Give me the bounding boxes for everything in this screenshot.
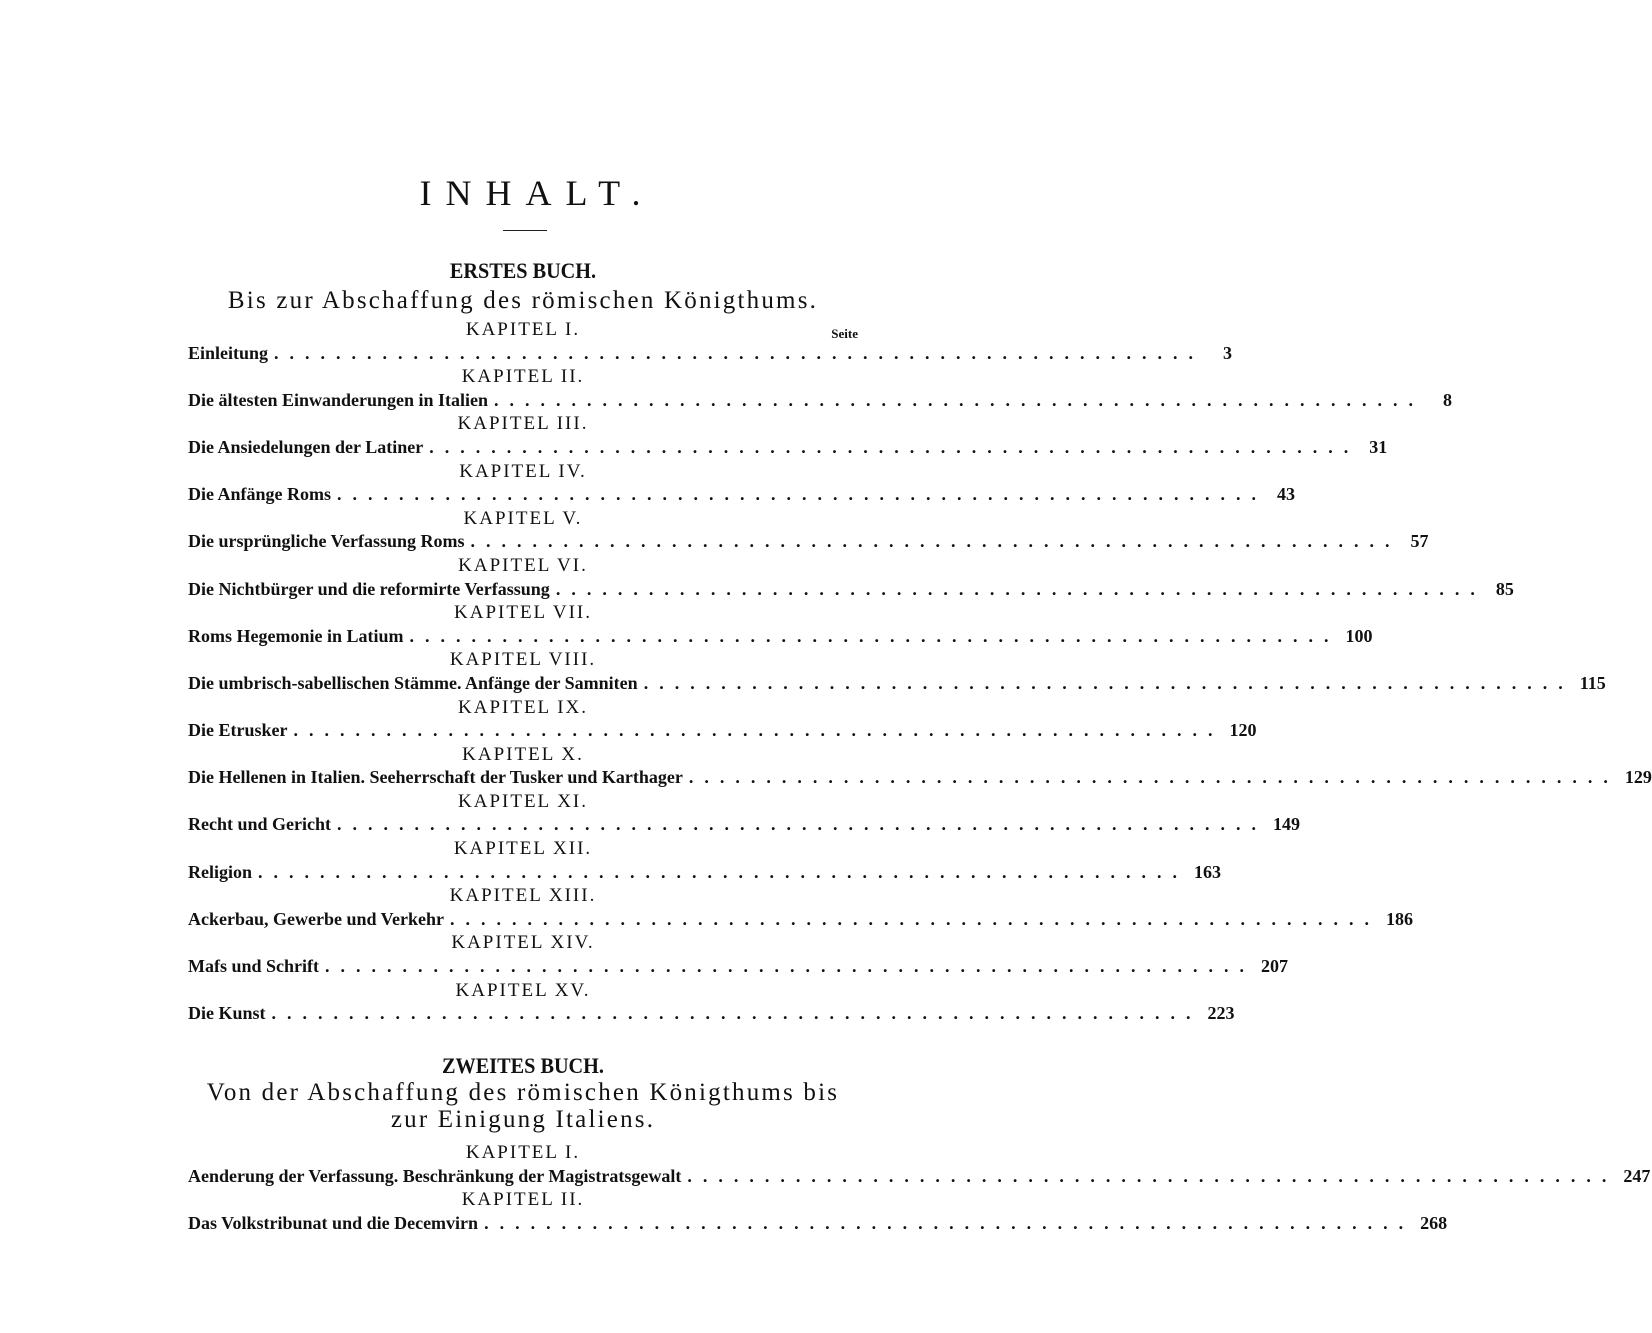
chapter-heading — [188, 790, 858, 814]
book2-subtitle-line1: Von der Abschaffung des römischen Königthums bis — [206, 1079, 840, 1106]
entry-page: 115 — [1579, 672, 1606, 693]
toc-entry[interactable] — [188, 719, 1257, 743]
entry-title: Aenderung der Verfassung. Beschränkung der Magistratsgewalt — [188, 1165, 682, 1186]
book2-heading: ZWEITES BUCH. — [442, 1053, 604, 1078]
entry-title: Einleitung — [188, 342, 269, 363]
entry-title: Die ursprüngliche Verfassung Roms — [188, 531, 465, 552]
page-title: INHALT. — [419, 173, 655, 213]
entry-page: 207 — [1261, 956, 1289, 977]
chapter-number: KAPITEL III. — [457, 413, 589, 435]
toc-entry[interactable] — [188, 861, 1222, 885]
chapter-number: KAPITEL IX. — [458, 696, 588, 718]
page-column-label: Seite — [831, 326, 858, 341]
toc-entry[interactable] — [188, 1002, 1235, 1026]
toc-entry[interactable] — [188, 766, 1652, 790]
entry-title: Die Hellenen in Italien. Seeherrschaft der Tusker und Karthager — [188, 767, 683, 788]
dot-leader: ............................................................ — [409, 625, 1340, 646]
chapter-number: KAPITEL I. — [465, 1142, 581, 1163]
entry-title: Die Kunst — [188, 1003, 266, 1024]
book2-subtitle-line2: zur Einigung Italiens. — [390, 1106, 656, 1133]
entry-page: 186 — [1386, 908, 1413, 929]
dot-leader: ............................................................ — [429, 436, 1360, 457]
toc-entry[interactable] — [188, 625, 1373, 649]
chapter-number: KAPITEL X. — [462, 743, 584, 765]
entry-title: Die Ansiedelungen der Latiner — [188, 436, 424, 457]
entry-title: Die ältesten Einwanderungen in Italien — [188, 389, 489, 410]
chapter-heading — [188, 931, 858, 955]
chapter-heading — [188, 743, 858, 767]
entry-title: Das Volkstribunat und die Decemvirn — [188, 1212, 479, 1233]
chapter-heading — [188, 1141, 858, 1165]
toc-entry[interactable] — [188, 813, 1300, 837]
entry-page: 120 — [1229, 720, 1257, 741]
book1-toc — [188, 318, 1652, 1026]
entry-page: 163 — [1194, 861, 1222, 882]
book1-heading: ERSTES BUCH. — [449, 258, 597, 283]
entry-page: 223 — [1207, 1003, 1235, 1024]
chapter-heading — [188, 837, 858, 861]
toc-entry[interactable] — [188, 389, 1453, 413]
entry-title: Die Anfänge Roms — [188, 484, 331, 505]
entry-page: 100 — [1345, 625, 1373, 646]
toc-entry[interactable] — [188, 530, 1429, 554]
book2-toc — [188, 1141, 1651, 1235]
entry-page: 43 — [1277, 484, 1295, 505]
entry-page: 247 — [1623, 1165, 1651, 1186]
dot-leader: ............................................................ — [494, 389, 1425, 410]
entry-page: 57 — [1410, 531, 1429, 552]
dot-leader: ............................................................ — [274, 342, 1205, 363]
entry-title: Die umbrisch-sabellischen Stämme. Anfänge der Samniten — [188, 672, 638, 693]
entry-page: 129 — [1624, 767, 1652, 788]
toc-entry[interactable] — [188, 955, 1289, 979]
dot-leader: ............................................................ — [271, 1003, 1202, 1024]
dot-leader: ............................................................ — [258, 861, 1189, 882]
dot-leader: ............................................................ — [337, 814, 1267, 835]
dot-leader: ............................................................ — [555, 578, 1486, 599]
chapter-heading — [188, 696, 858, 720]
chapter-heading — [188, 979, 858, 1003]
chapter-number: KAPITEL XIII. — [449, 885, 597, 907]
dot-leader: ............................................................ — [643, 672, 1574, 693]
book1-subtitle: Bis zur Abschaffung des römischen Königthums. — [227, 287, 819, 314]
title-rule — [503, 230, 547, 231]
dot-leader: ............................................................ — [688, 767, 1619, 788]
entry-page: 85 — [1495, 578, 1514, 599]
toc-entry[interactable] — [188, 908, 1413, 932]
dot-leader: ............................................................ — [293, 720, 1224, 741]
chapter-number: KAPITEL IV. — [459, 460, 587, 482]
dot-leader: ............................................................ — [325, 956, 1256, 977]
chapter-number: KAPITEL VI. — [458, 554, 588, 576]
entry-page: 31 — [1369, 436, 1388, 457]
toc-entry[interactable] — [188, 483, 1295, 507]
entry-title: Religion — [188, 861, 253, 882]
chapter-heading — [188, 412, 858, 436]
book2-section — [188, 1053, 1651, 1235]
entry-page: 8 — [1443, 389, 1453, 410]
chapter-number: KAPITEL XII. — [453, 838, 593, 860]
chapter-number: KAPITEL II. — [461, 366, 585, 388]
chapter-number: KAPITEL II. — [461, 1189, 585, 1211]
entry-title: Recht und Gericht — [188, 814, 331, 835]
chapter-number: KAPITEL VIII. — [449, 649, 597, 671]
dot-leader: ............................................................ — [484, 1212, 1415, 1233]
entry-page: 149 — [1273, 814, 1300, 835]
chapter-number: KAPITEL XI. — [458, 790, 588, 812]
entry-title: Ackerbau, Gewerbe und Verkehr — [188, 908, 444, 929]
entry-page: 268 — [1420, 1212, 1448, 1233]
chapter-heading — [188, 365, 858, 389]
chapter-number: KAPITEL I. — [465, 319, 581, 340]
chapter-heading — [188, 648, 858, 672]
chapter-heading — [188, 554, 858, 578]
dot-leader: ............................................................ — [687, 1165, 1618, 1186]
dot-leader: ............................................................ — [470, 531, 1401, 552]
chapter-heading — [188, 1188, 858, 1212]
entry-title: Die Etrusker — [188, 720, 288, 741]
entry-title: Die Nichtbürger und die reformirte Verfassung — [188, 578, 550, 599]
chapter-heading — [188, 460, 858, 484]
entry-page: 3 — [1223, 342, 1233, 363]
chapter-heading — [188, 507, 858, 531]
dot-leader: ............................................................ — [450, 908, 1380, 929]
chapter-number: KAPITEL XV. — [455, 979, 591, 1001]
toc-entry[interactable] — [188, 342, 1233, 366]
book1-section — [188, 258, 1652, 1026]
toc-entry[interactable] — [188, 578, 1514, 602]
toc-entry[interactable] — [188, 672, 1606, 696]
toc-entry[interactable] — [188, 1212, 1448, 1236]
chapter-heading — [188, 318, 858, 342]
chapter-number: KAPITEL VII. — [454, 602, 592, 624]
dot-leader: ............................................................ — [337, 484, 1267, 505]
toc-entry[interactable] — [188, 436, 1388, 460]
toc-entry[interactable] — [188, 1165, 1651, 1189]
chapter-heading — [188, 884, 858, 908]
chapter-heading — [188, 601, 858, 625]
entry-title: Roms Hegemonie in Latium — [188, 625, 404, 646]
chapter-number: KAPITEL XIV. — [451, 932, 595, 954]
chapter-number: KAPITEL V. — [463, 507, 583, 529]
entry-title: Mafs und Schrift — [188, 956, 320, 977]
